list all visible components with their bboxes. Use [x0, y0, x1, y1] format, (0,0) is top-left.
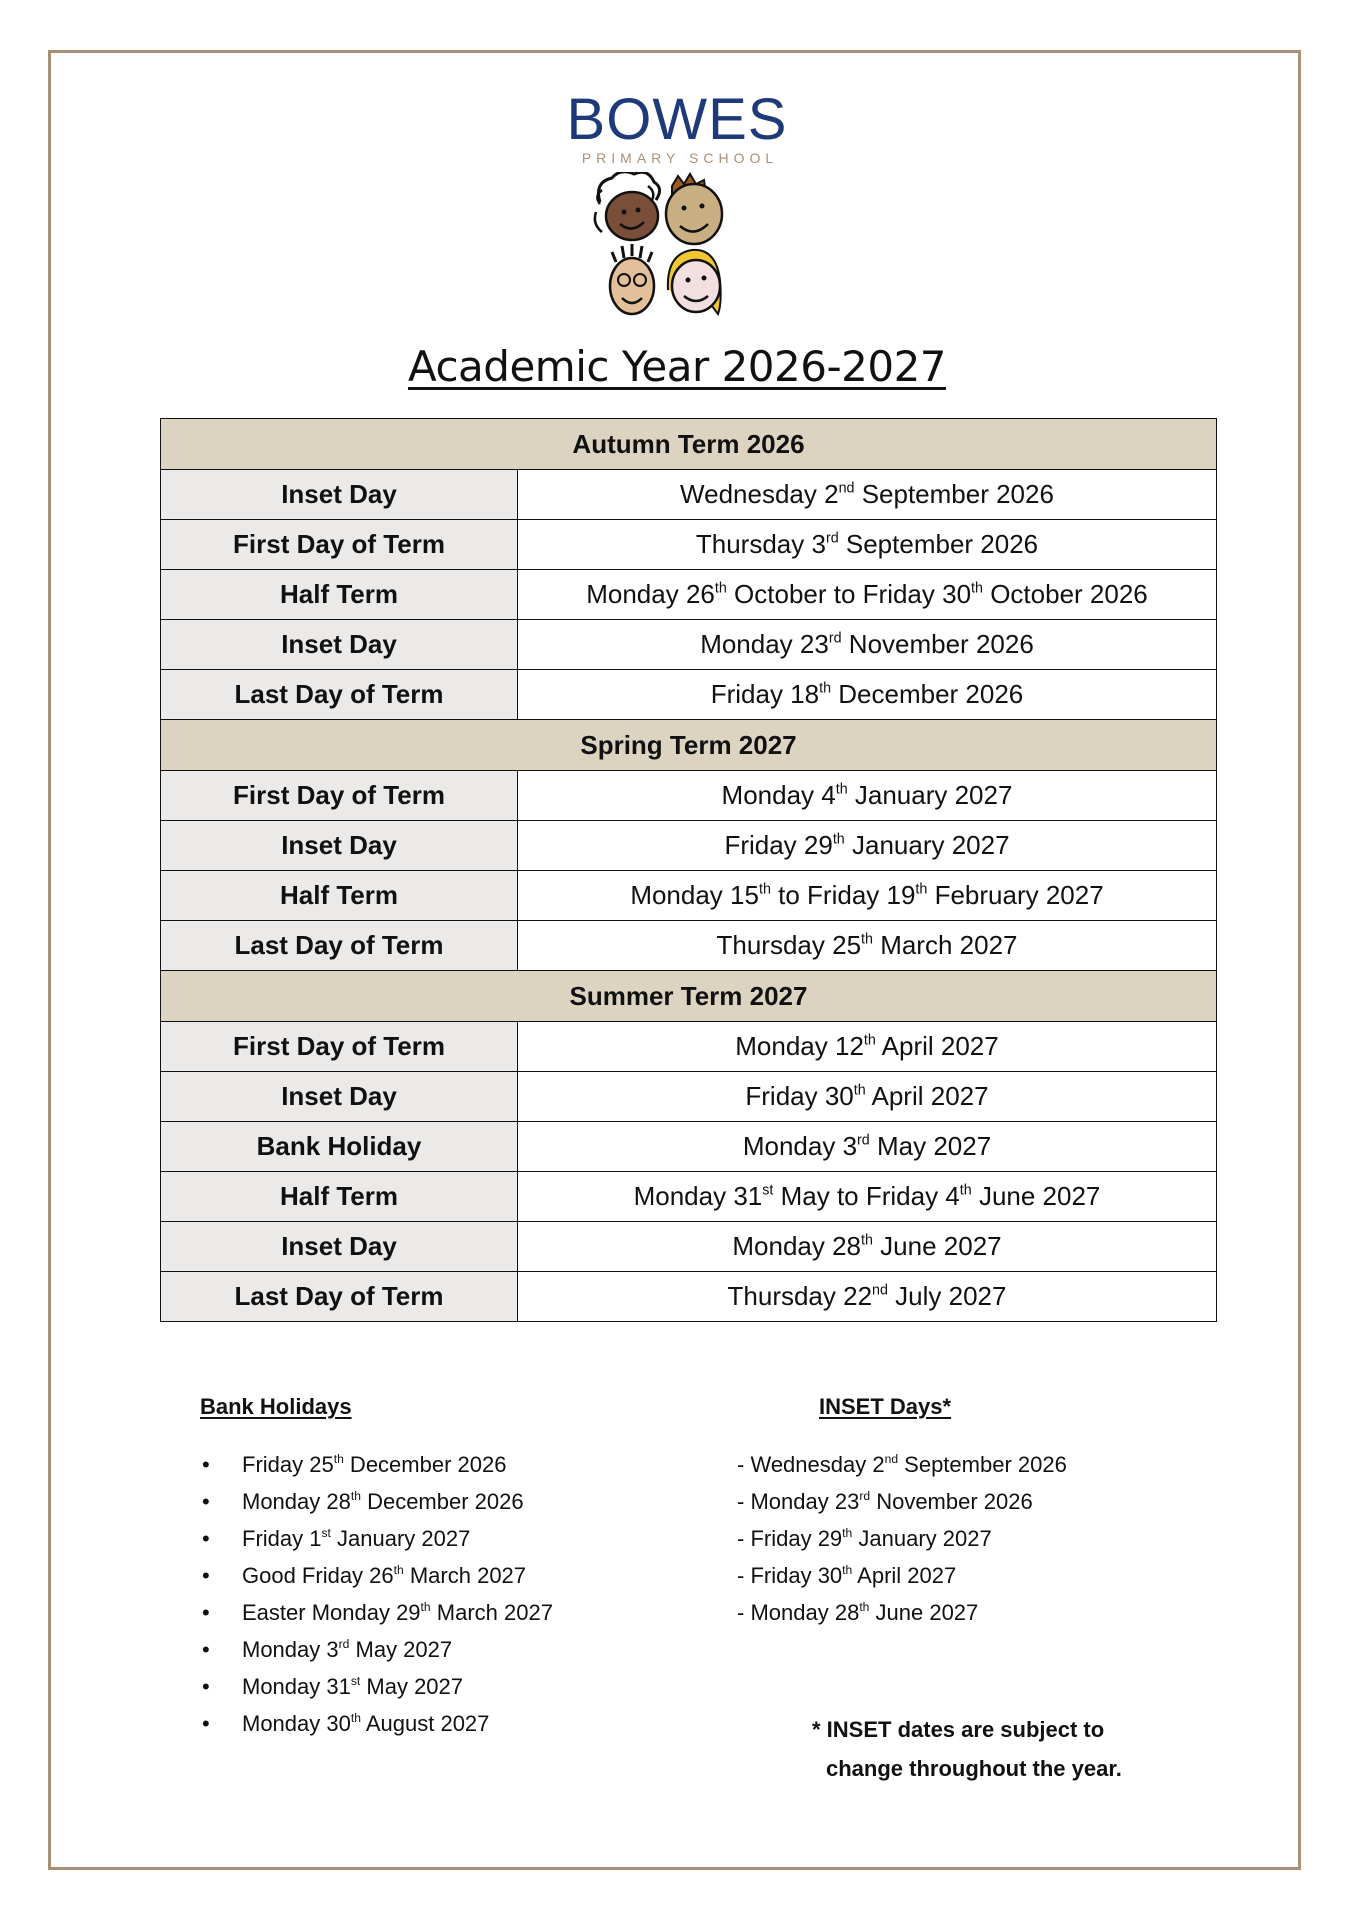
row-label: First Day of Term [161, 520, 518, 570]
bank-holiday-item [200, 1561, 553, 1598]
row-date: Monday 4th January 2027 [518, 771, 1217, 821]
bank-holiday-date: Monday 28th December 2026 [242, 1488, 524, 1514]
inset-day-item: - Monday 23rd November 2026 [737, 1488, 1033, 1514]
page-title: Academic Year 2026-2027 [407, 342, 947, 391]
inset-days-heading: INSET Days* [819, 1394, 952, 1419]
row-label: Half Term [161, 570, 518, 620]
term-heading: Autumn Term 2026 [161, 419, 1217, 470]
term-header-row [161, 971, 1217, 1022]
bullet-icon: • [202, 1563, 210, 1588]
term-header-row [161, 720, 1217, 771]
row-label: Last Day of Term [161, 921, 518, 971]
row-label: Inset Day [161, 1072, 518, 1122]
bank-holiday-item [200, 1709, 553, 1746]
table-row [161, 1022, 1217, 1072]
logo-subtitle: PRIMARY SCHOOL [581, 150, 779, 166]
table-row [161, 470, 1217, 520]
row-date: Friday 29th January 2027 [518, 821, 1217, 871]
bank-holiday-item [200, 1672, 553, 1709]
row-label: First Day of Term [161, 1022, 518, 1072]
inset-day-item: - Friday 30th April 2027 [737, 1562, 957, 1588]
table-row [161, 1122, 1217, 1172]
table-row [161, 520, 1217, 570]
table-row [161, 620, 1217, 670]
bullet-icon: • [202, 1674, 210, 1699]
inset-footnote [812, 1710, 1122, 1788]
bank-holiday-date: Monday 31st May 2027 [242, 1673, 464, 1699]
bank-holiday-date: Monday 30th August 2027 [242, 1710, 490, 1736]
footnote-line-1: * INSET dates are subject to [812, 1717, 1105, 1742]
face-curly-hair-icon [595, 172, 660, 240]
bank-holiday-date: Friday 25th December 2026 [242, 1451, 507, 1477]
row-date: Monday 12th April 2027 [518, 1022, 1217, 1072]
row-label: Last Day of Term [161, 1272, 518, 1322]
table-row [161, 1272, 1217, 1322]
table-row [161, 570, 1217, 620]
row-date: Wednesday 2nd September 2026 [518, 470, 1217, 520]
row-date: Thursday 3rd September 2026 [518, 520, 1217, 570]
face-boy-icon [666, 174, 722, 244]
bank-holidays-heading: Bank Holidays [200, 1394, 352, 1419]
logo-name: BOWES [566, 87, 788, 152]
row-label: Half Term [161, 871, 518, 921]
inset-day-item: - Monday 28th June 2027 [737, 1599, 979, 1625]
row-date: Monday 28th June 2027 [518, 1222, 1217, 1272]
row-date: Monday 15th to Friday 19th February 2027 [518, 871, 1217, 921]
face-glasses-icon [610, 244, 654, 314]
table-row [161, 1072, 1217, 1122]
inset-day-item: - Wednesday 2nd September 2026 [737, 1451, 1067, 1477]
bullet-icon: • [202, 1489, 210, 1514]
table-row [161, 670, 1217, 720]
row-label: Inset Day [161, 620, 518, 670]
inset-day-item: - Friday 29th January 2027 [737, 1525, 992, 1551]
table-row [161, 921, 1217, 971]
term-heading: Spring Term 2027 [161, 720, 1217, 771]
row-date: Thursday 22nd July 2027 [518, 1272, 1217, 1322]
row-date: Friday 30th April 2027 [518, 1072, 1217, 1122]
inset-days-list [737, 1450, 1067, 1635]
row-date: Friday 18th December 2026 [518, 670, 1217, 720]
bank-holiday-item [200, 1598, 553, 1635]
bank-holiday-date: Good Friday 26th March 2027 [242, 1562, 527, 1588]
bank-holiday-item [200, 1487, 553, 1524]
table-row [161, 871, 1217, 921]
row-date: Monday 31st May to Friday 4th June 2027 [518, 1172, 1217, 1222]
table-row [161, 821, 1217, 871]
row-label: Bank Holiday [161, 1122, 518, 1172]
bullet-icon: • [202, 1452, 210, 1477]
term-header-row [161, 419, 1217, 470]
row-date: Monday 3rd May 2027 [518, 1122, 1217, 1172]
table-row [161, 771, 1217, 821]
children-faces-icon [590, 172, 760, 320]
row-label: Inset Day [161, 821, 518, 871]
row-label: First Day of Term [161, 771, 518, 821]
table-row [161, 1222, 1217, 1272]
row-label: Inset Day [161, 1222, 518, 1272]
bullet-icon: • [202, 1600, 210, 1625]
bullet-icon: • [202, 1711, 210, 1736]
row-label: Last Day of Term [161, 670, 518, 720]
row-date: Thursday 25th March 2027 [518, 921, 1217, 971]
row-date: Monday 26th October to Friday 30th October 2026 [518, 570, 1217, 620]
face-blonde-icon [668, 250, 721, 314]
bank-holiday-item [200, 1635, 553, 1672]
bank-holiday-item [200, 1450, 553, 1487]
footnote-line-2: change throughout the year. [826, 1756, 1122, 1781]
table-row [161, 1172, 1217, 1222]
row-label: Inset Day [161, 470, 518, 520]
bullet-icon: • [202, 1637, 210, 1662]
row-label: Half Term [161, 1172, 518, 1222]
school-logo [0, 87, 1354, 166]
bank-holiday-item [200, 1524, 553, 1561]
bank-holiday-date: Monday 3rd May 2027 [242, 1636, 453, 1662]
bullet-icon: • [202, 1526, 210, 1551]
bank-holiday-date: Easter Monday 29th March 2027 [242, 1599, 553, 1625]
bank-holidays-list [200, 1450, 553, 1746]
row-date: Monday 23rd November 2026 [518, 620, 1217, 670]
bank-holiday-date: Friday 1st January 2027 [242, 1525, 471, 1551]
term-heading: Summer Term 2027 [161, 971, 1217, 1022]
term-dates-table [160, 418, 1217, 1322]
